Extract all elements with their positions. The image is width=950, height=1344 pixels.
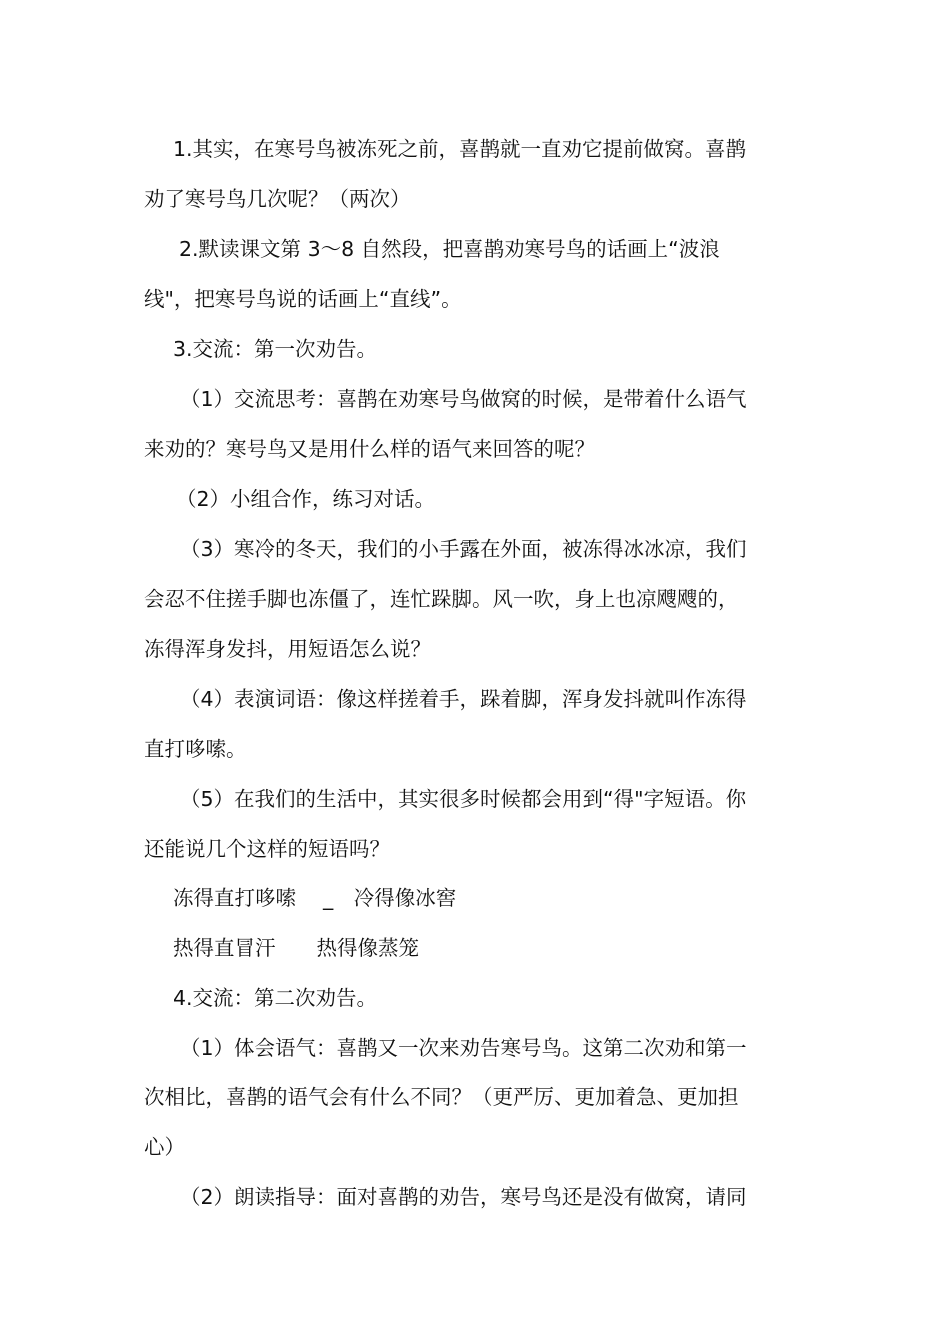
paragraph-1-line-1: 1.其实，在寒号鸟被冻死之前，喜鹊就一直劝它提前做窝。喜鹊	[173, 137, 747, 161]
item-3-4-line-2: 直打哆嗦。	[144, 737, 247, 761]
paragraph-1-line-2: 劝了寒号鸟几次呢？（两次）	[144, 187, 411, 211]
section-3-heading: 3.交流：第一次劝告。	[173, 337, 378, 361]
item-4-1-line-1: （1）体会语气：喜鹊又一次来劝告寒号鸟。这第二次劝和第一	[180, 1036, 747, 1060]
paragraph-2-line-1: 2.默读课文第 3～8 自然段，把喜鹊劝寒号鸟的话画上“波浪	[179, 237, 720, 261]
item-3-5-line-2: 还能说几个这样的短语吗？	[144, 837, 390, 861]
item-3-3-line-2: 会忍不住搓手脚也冻僵了，连忙跺脚。风一吹，身上也凉飕飕的，	[144, 587, 739, 611]
item-4-2-line-1: （2）朗读指导：面对喜鹊的劝告，寒号鸟还是没有做窝，请同	[180, 1185, 747, 1209]
item-3-4-line-1: （4）表演词语：像这样搓着手，跺着脚，浑身发抖就叫作冻得	[180, 687, 747, 711]
phrase-examples-row-1: 冻得直打哆嗦 _ 冷得像冰窖	[173, 886, 457, 910]
item-4-1-line-3: 心）	[144, 1135, 185, 1159]
item-3-1-line-2: 来劝的？寒号鸟又是用什么样的语气来回答的呢？	[144, 437, 595, 461]
item-3-5-line-1: （5）在我们的生活中，其实很多时候都会用到“得"字短语。你	[180, 787, 747, 811]
item-3-3-line-1: （3）寒冷的冬天，我们的小手露在外面，被冻得冰冰凉，我们	[180, 537, 747, 561]
item-4-1-line-2: 次相比，喜鹊的语气会有什么不同？（更严厉、更加着急、更加担	[144, 1085, 739, 1109]
item-3-1-line-1: （1）交流思考：喜鹊在劝寒号鸟做窝的时候，是带着什么语气	[180, 387, 747, 411]
phrase-examples-row-2: 热得直冒汗 热得像蒸笼	[173, 936, 419, 960]
paragraph-2-line-2: 线"，把寒号鸟说的话画上“直线”。	[144, 287, 462, 311]
section-4-heading: 4.交流：第二次劝告。	[173, 986, 378, 1010]
item-3-2: （2）小组合作，练习对话。	[176, 487, 436, 511]
item-3-3-line-3: 冻得浑身发抖，用短语怎么说？	[144, 637, 431, 661]
